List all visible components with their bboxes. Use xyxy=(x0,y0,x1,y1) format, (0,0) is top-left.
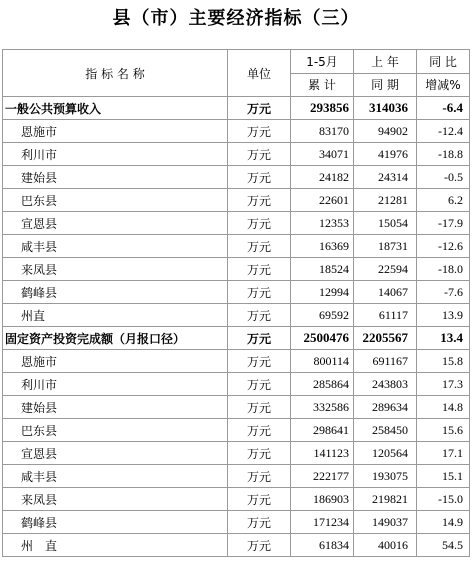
current-value: 34071 xyxy=(291,143,354,166)
unit-cell: 万元 xyxy=(228,235,291,258)
table-row xyxy=(3,327,470,350)
last-year-value: 2205567 xyxy=(354,327,417,350)
last-year-value: 258450 xyxy=(354,419,417,442)
current-value: 293856 xyxy=(291,97,354,120)
indicator-name: 咸丰县 xyxy=(3,235,228,258)
last-year-value: 243803 xyxy=(354,373,417,396)
unit-cell: 万元 xyxy=(228,488,291,511)
change-percent: -18.8 xyxy=(417,143,470,166)
change-percent: -12.4 xyxy=(417,120,470,143)
last-year-value: 22594 xyxy=(354,258,417,281)
change-percent: 14.8 xyxy=(417,396,470,419)
indicator-name: 宣恩县 xyxy=(3,442,228,465)
current-value: 18524 xyxy=(291,258,354,281)
current-value: 800114 xyxy=(291,350,354,373)
current-value: 12994 xyxy=(291,281,354,304)
last-year-value: 15054 xyxy=(354,212,417,235)
indicator-name: 建始县 xyxy=(3,396,228,419)
table-row xyxy=(3,396,470,419)
current-value: 171234 xyxy=(291,511,354,534)
unit-cell: 万元 xyxy=(228,511,291,534)
indicator-name: 来凤县 xyxy=(3,488,228,511)
unit-cell: 万元 xyxy=(228,396,291,419)
current-value: 298641 xyxy=(291,419,354,442)
indicator-name: 鹤峰县 xyxy=(3,511,228,534)
indicator-name: 巴东县 xyxy=(3,419,228,442)
table-row xyxy=(3,304,470,327)
current-value: 12353 xyxy=(291,212,354,235)
table-row xyxy=(3,143,470,166)
change-percent: 17.1 xyxy=(417,442,470,465)
table-row xyxy=(3,189,470,212)
unit-cell: 万元 xyxy=(228,281,291,304)
change-percent: -6.4 xyxy=(417,97,470,120)
current-value: 332586 xyxy=(291,396,354,419)
current-value: 24182 xyxy=(291,166,354,189)
current-value: 16369 xyxy=(291,235,354,258)
unit-cell: 万元 xyxy=(228,442,291,465)
unit-cell: 万元 xyxy=(228,373,291,396)
table-row xyxy=(3,442,470,465)
last-year-value: 193075 xyxy=(354,465,417,488)
unit-cell: 万元 xyxy=(228,189,291,212)
indicator-name: 建始县 xyxy=(3,166,228,189)
table-row xyxy=(3,235,470,258)
current-value: 83170 xyxy=(291,120,354,143)
table-row xyxy=(3,120,470,143)
change-percent: 13.4 xyxy=(417,327,470,350)
indicator-name: 宣恩县 xyxy=(3,212,228,235)
table-row xyxy=(3,511,470,534)
current-value: 61834 xyxy=(291,534,354,557)
table-row xyxy=(3,350,470,373)
unit-cell: 万元 xyxy=(228,97,291,120)
current-value: 141123 xyxy=(291,442,354,465)
last-year-value: 40016 xyxy=(354,534,417,557)
table-row xyxy=(3,465,470,488)
last-year-value: 289634 xyxy=(354,396,417,419)
current-value: 222177 xyxy=(291,465,354,488)
header-change-bottom: 增减% xyxy=(417,73,470,97)
last-year-value: 61117 xyxy=(354,304,417,327)
last-year-value: 120564 xyxy=(354,442,417,465)
unit-cell: 万元 xyxy=(228,465,291,488)
header-last-bottom: 同 期 xyxy=(354,73,417,97)
table-row xyxy=(3,281,470,304)
unit-cell: 万元 xyxy=(228,350,291,373)
unit-cell: 万元 xyxy=(228,120,291,143)
last-year-value: 219821 xyxy=(354,488,417,511)
change-percent: -15.0 xyxy=(417,488,470,511)
change-percent: 54.5 xyxy=(417,534,470,557)
indicator-name: 利川市 xyxy=(3,373,228,396)
last-year-value: 14067 xyxy=(354,281,417,304)
unit-cell: 万元 xyxy=(228,143,291,166)
last-year-value: 314036 xyxy=(354,97,417,120)
header-change-top: 同 比 xyxy=(417,50,470,74)
table-row xyxy=(3,258,470,281)
indicator-name: 恩施市 xyxy=(3,350,228,373)
change-percent: 15.1 xyxy=(417,465,470,488)
last-year-value: 21281 xyxy=(354,189,417,212)
last-year-value: 41976 xyxy=(354,143,417,166)
header-row-top xyxy=(3,50,470,74)
header-current-bottom: 累 计 xyxy=(291,73,354,97)
change-percent: -18.0 xyxy=(417,258,470,281)
indicator-name: 咸丰县 xyxy=(3,465,228,488)
table-row xyxy=(3,166,470,189)
current-value: 2500476 xyxy=(291,327,354,350)
table-row xyxy=(3,373,470,396)
unit-cell: 万元 xyxy=(228,419,291,442)
current-value: 186903 xyxy=(291,488,354,511)
page-title: 县（市）主要经济指标（三） xyxy=(112,8,360,29)
last-year-value: 24314 xyxy=(354,166,417,189)
unit-cell: 万元 xyxy=(228,327,291,350)
change-percent: -7.6 xyxy=(417,281,470,304)
last-year-value: 691167 xyxy=(354,350,417,373)
table-row xyxy=(3,419,470,442)
unit-cell: 万元 xyxy=(228,166,291,189)
indicator-name: 恩施市 xyxy=(3,120,228,143)
indicator-table xyxy=(2,49,470,557)
indicator-name: 一般公共预算收入 xyxy=(3,97,228,120)
change-percent: 6.2 xyxy=(417,189,470,212)
last-year-value: 94902 xyxy=(354,120,417,143)
change-percent: 14.9 xyxy=(417,511,470,534)
change-percent: 15.6 xyxy=(417,419,470,442)
last-year-value: 149037 xyxy=(354,511,417,534)
indicator-name: 州 直 xyxy=(3,534,228,557)
change-percent: 17.3 xyxy=(417,373,470,396)
header-current-top: 1-5月 xyxy=(291,50,354,74)
indicator-name: 固定资产投资完成额（月报口径） xyxy=(3,327,228,350)
current-value: 69592 xyxy=(291,304,354,327)
current-value: 22601 xyxy=(291,189,354,212)
change-percent: -0.5 xyxy=(417,166,470,189)
table-row xyxy=(3,212,470,235)
unit-cell: 万元 xyxy=(228,304,291,327)
header-unit: 单位 xyxy=(228,50,291,97)
table-row xyxy=(3,97,470,120)
header-name: 指 标 名 称 xyxy=(3,50,228,97)
last-year-value: 18731 xyxy=(354,235,417,258)
table-row xyxy=(3,534,470,557)
indicator-name: 利川市 xyxy=(3,143,228,166)
indicator-name: 巴东县 xyxy=(3,189,228,212)
unit-cell: 万元 xyxy=(228,212,291,235)
indicator-name: 来凤县 xyxy=(3,258,228,281)
table-body xyxy=(3,50,470,557)
change-percent: 13.9 xyxy=(417,304,470,327)
indicator-name: 鹤峰县 xyxy=(3,281,228,304)
header-last-top: 上 年 xyxy=(354,50,417,74)
unit-cell: 万元 xyxy=(228,534,291,557)
table-row xyxy=(3,488,470,511)
indicator-name: 州直 xyxy=(3,304,228,327)
unit-cell: 万元 xyxy=(228,258,291,281)
change-percent: 15.8 xyxy=(417,350,470,373)
change-percent: -12.6 xyxy=(417,235,470,258)
change-percent: -17.9 xyxy=(417,212,470,235)
current-value: 285864 xyxy=(291,373,354,396)
